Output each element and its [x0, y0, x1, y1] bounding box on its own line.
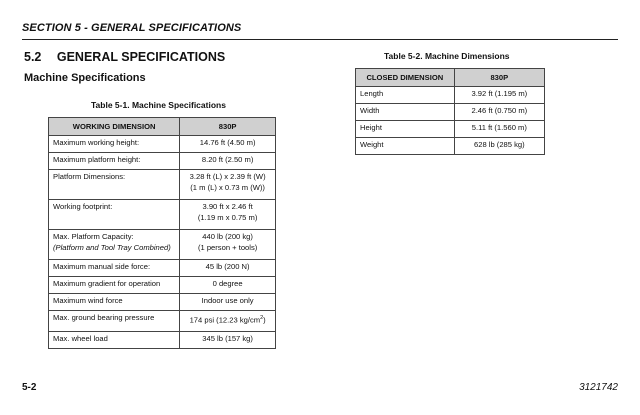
spec-value: 345 lb (157 kg): [180, 332, 276, 349]
dimension-label: Width: [356, 104, 455, 121]
spec-value-main: 174 psi (12.23 kg/cm: [189, 315, 261, 325]
spec-value-line1: 3.28 ft (L) x 2.39 ft (W): [189, 172, 266, 181]
dimension-value: 5.11 ft (1.560 m): [454, 121, 544, 138]
section-header: SECTION 5 - GENERAL SPECIFICATIONS: [22, 22, 242, 34]
spec-label: Max. ground bearing pressure: [49, 311, 180, 332]
spec-value: 0 degree: [180, 277, 276, 294]
spec-label: Platform Dimensions:: [49, 170, 180, 200]
spec-label: Maximum working height:: [49, 136, 180, 153]
spec-value: 45 lb (200 N): [180, 260, 276, 277]
table-row: [49, 170, 276, 200]
spec-value-end: ): [263, 315, 266, 325]
table1-caption: Table 5-1. Machine Specifications: [91, 100, 226, 110]
dimension-value: 2.46 ft (0.750 m): [454, 104, 544, 121]
dimension-label: Height: [356, 121, 455, 138]
document-number: 3121742: [579, 382, 618, 393]
spec-value: [180, 311, 276, 332]
table-row: [49, 294, 276, 311]
table-row: [356, 87, 545, 104]
table2-header-dimension: CLOSED DIMENSION: [356, 69, 455, 87]
table-row: [49, 200, 276, 230]
table-row: [49, 153, 276, 170]
spec-value-line2: (1.19 m x 0.75 m): [197, 212, 258, 222]
spec-value: 8.20 ft (2.50 m): [180, 153, 276, 170]
spec-value: Indoor use only: [180, 294, 276, 311]
spec-label: Maximum manual side force:: [49, 260, 180, 277]
spec-value-line2: (1 m (L) x 0.73 m (W)): [190, 182, 265, 192]
dimension-label: Weight: [356, 138, 455, 155]
spec-value: [180, 170, 276, 200]
table-row: [356, 121, 545, 138]
machine-dimensions-table: [355, 68, 545, 155]
table1-header-model: 830P: [180, 118, 276, 136]
spec-label-line1: Max. Platform Capacity:: [53, 232, 134, 241]
table2-header-model: 830P: [454, 69, 544, 87]
spec-label: Working footprint:: [49, 200, 180, 230]
table2-caption: Table 5-2. Machine Dimensions: [384, 51, 510, 61]
spec-value-line1: 3.90 ft x 2.46 ft: [202, 202, 253, 211]
page-number: 5-2: [22, 382, 37, 393]
section-title: [24, 50, 225, 64]
spec-label: Maximum wind force: [49, 294, 180, 311]
table-row: [49, 332, 276, 349]
dimension-value: 3.92 ft (1.195 m): [454, 87, 544, 104]
spec-value: [180, 200, 276, 230]
spec-label: Max. wheel load: [49, 332, 180, 349]
table-row: [49, 311, 276, 332]
table-row: [356, 104, 545, 121]
spec-label: Maximum platform height:: [49, 153, 180, 170]
spec-value-line2: (1 person + tools): [197, 242, 258, 252]
machine-specifications-table: [48, 117, 276, 349]
spec-label-note: (Platform and Tool Tray Combined): [53, 242, 171, 252]
table-row: [49, 260, 276, 277]
spec-label: Maximum gradient for operation: [49, 277, 180, 294]
section-number: 5.2: [24, 50, 42, 64]
spec-value: 14.76 ft (4.50 m): [180, 136, 276, 153]
spec-value-line1: 440 lb (200 kg): [202, 232, 253, 241]
spec-value: [180, 230, 276, 260]
spec-value-superscript: 2: [260, 315, 264, 321]
table-row: [49, 136, 276, 153]
header-divider: [22, 39, 618, 40]
dimension-value: 628 lb (285 kg): [454, 138, 544, 155]
dimension-label: Length: [356, 87, 455, 104]
spec-label: [49, 230, 180, 260]
table-row: [49, 230, 276, 260]
table-row: [356, 138, 545, 155]
section-title-text: GENERAL SPECIFICATIONS: [56, 50, 226, 64]
table1-header-dimension: WORKING DIMENSION: [49, 118, 180, 136]
table-row: [49, 277, 276, 294]
subsection-title: Machine Specifications: [24, 72, 146, 84]
